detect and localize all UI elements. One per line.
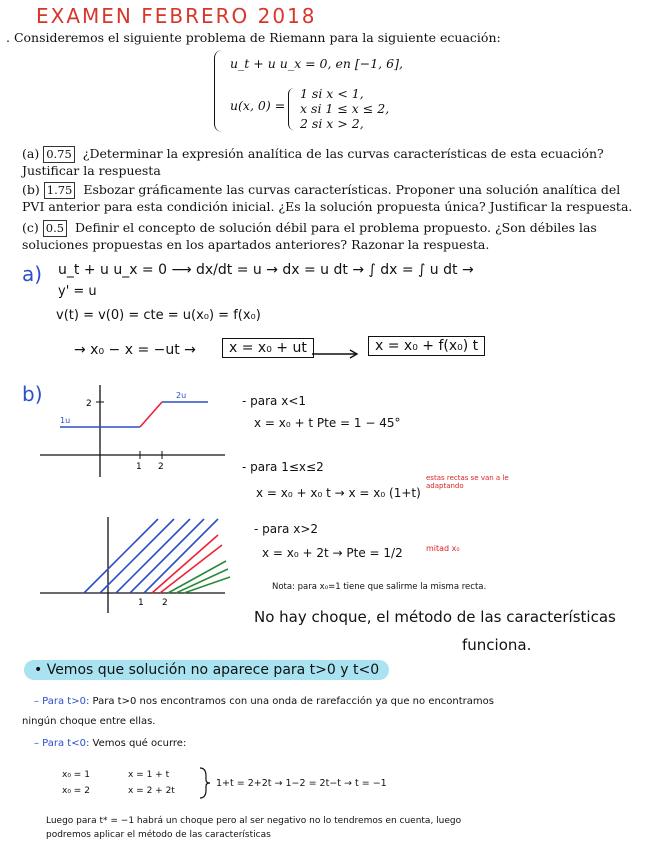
conclusion-line1: No hay choque, el método de las características: [254, 608, 616, 626]
question-b: [22, 182, 634, 214]
conclusion-line2: funciona.: [462, 636, 532, 654]
system-solution: 1+t = 2+2t → 1−2 = 2t−t → t = −1: [216, 778, 387, 789]
exam-title: EXAMEN FEBRERO 2018: [36, 4, 317, 28]
t-negative-text: Vemos qué ocurre:: [92, 738, 187, 749]
answer-a-label: a): [22, 262, 43, 286]
case-middle-title: - para 1≤x≤2: [242, 460, 324, 474]
case-x-gt-2-note: mitad x₀: [426, 544, 460, 553]
case-x-gt-2-title: - para x>2: [254, 522, 319, 536]
question-points: 0.75: [43, 146, 75, 163]
case-middle-note: estas rectas se van a le adaptando: [426, 474, 509, 490]
highlighted-statement: • Vemos que solución no aparece para t>0 y t<0: [24, 660, 389, 680]
nota: Nota: para x₀=1 tiene que salirme la misma recta.: [272, 582, 487, 592]
sys-right-2: x = 2 + 2t: [128, 786, 175, 796]
green-characteristics: [168, 561, 230, 593]
char-x-tick-1: 1: [138, 598, 144, 608]
initial-condition-cases: [300, 86, 389, 131]
case-x-lt-1-title: - para x<1: [242, 394, 307, 408]
answer-a-line3: → x₀ − x = −ut →: [74, 342, 196, 358]
initial-condition-label: u(x, 0) =: [230, 98, 286, 113]
answer-a-line1: u_t + u u_x = 0 ⟶ dx/dt = u → dx = u dt → ∫ dx = ∫ u dt →: [58, 262, 474, 278]
final-line-2: podremos aplicar el método de las características: [46, 830, 271, 840]
final-line-1: Luego para t* = −1 habrá un choque pero al ser negativo no lo tendremos en cuenta, luego: [46, 816, 462, 826]
sys-left-2: x₀ = 2: [62, 786, 90, 796]
t-positive-text-2: ningún choque entre ellas.: [22, 716, 156, 727]
question-letter: (c): [22, 220, 39, 235]
case-x-gt-2-eq: x = x₀ + 2t → Pte = 1/2: [262, 546, 403, 560]
problem-intro: . Consideremos el siguiente problema de Riemann para la siguiente ecuación:: [6, 30, 501, 45]
x-tick-label-1: 1: [136, 462, 142, 472]
red-characteristics: [152, 535, 222, 593]
t-positive-text: Para t>0 nos encontramos con una onda de rarefacción ya que no encontramos: [92, 696, 494, 707]
result-box-1: x = x₀ + ut: [222, 338, 314, 358]
u-equals-x-segment: [140, 402, 162, 427]
right-state-label: 2u: [176, 391, 187, 400]
cases-brace: [288, 88, 295, 130]
sys-left-1: x₀ = 1: [62, 770, 90, 780]
t-negative-label: – Para t<0:: [34, 738, 90, 749]
system-right-brace: [198, 766, 212, 800]
arrow-icon: [312, 349, 362, 359]
t-positive-label: – Para t>0:: [34, 696, 90, 707]
question-letter: (a): [22, 146, 40, 161]
char-x-tick-2: 2: [162, 598, 168, 608]
answer-b-label: b): [22, 382, 43, 406]
x-tick-label-2: 2: [158, 462, 164, 472]
left-state-label: 1u: [60, 416, 71, 425]
question-text: ¿Determinar la expresión analítica de las curvas características de esta ecuación? Justificar la respuesta: [22, 146, 604, 178]
system-brace: [214, 50, 223, 132]
question-points: 0.5: [43, 220, 67, 237]
result-box-2: x = x₀ + f(x₀) t: [368, 336, 485, 356]
riemann-system: [214, 50, 434, 136]
case-1: 1 si x < 1,: [300, 86, 364, 101]
case-x-lt-1-eq: x = x₀ + t Pte = 1 − 45°: [254, 416, 401, 430]
answer-a-line1b: y' = u: [58, 284, 97, 299]
initial-condition-graph: [40, 385, 230, 480]
answer-a-line2: v(t) = v(0) = cte = u(x₀) = f(x₀): [56, 308, 261, 323]
case-2: x si 1 ≤ x ≤ 2,: [300, 101, 390, 116]
question-a: [22, 146, 634, 178]
question-text: Definir el concepto de solución débil para el problema propuesto. ¿Son débiles las soluciones propuestas en los apartados anteriores? Razonar la respuesta.: [22, 220, 597, 252]
characteristics-graph: [40, 515, 230, 615]
y-tick-label: 2: [86, 399, 92, 409]
pde-equation: u_t + u u_x = 0, en [−1, 6],: [230, 56, 403, 71]
question-points: 1.75: [44, 182, 76, 199]
blue-characteristics: [84, 519, 218, 593]
question-c: [22, 220, 634, 252]
sys-right-1: x = 1 + t: [128, 770, 170, 780]
question-text: Esbozar gráficamente las curvas características. Proponer una solución analítica del PVI anterior para esta condición inicial. ¿Es la solución propuesta única? Justificar la respuesta.: [22, 182, 633, 214]
case-middle-eq: x = x₀ + x₀ t → x = x₀ (1+t): [256, 486, 421, 500]
case-3: 2 si x > 2,: [300, 116, 364, 131]
question-letter: (b): [22, 182, 40, 197]
